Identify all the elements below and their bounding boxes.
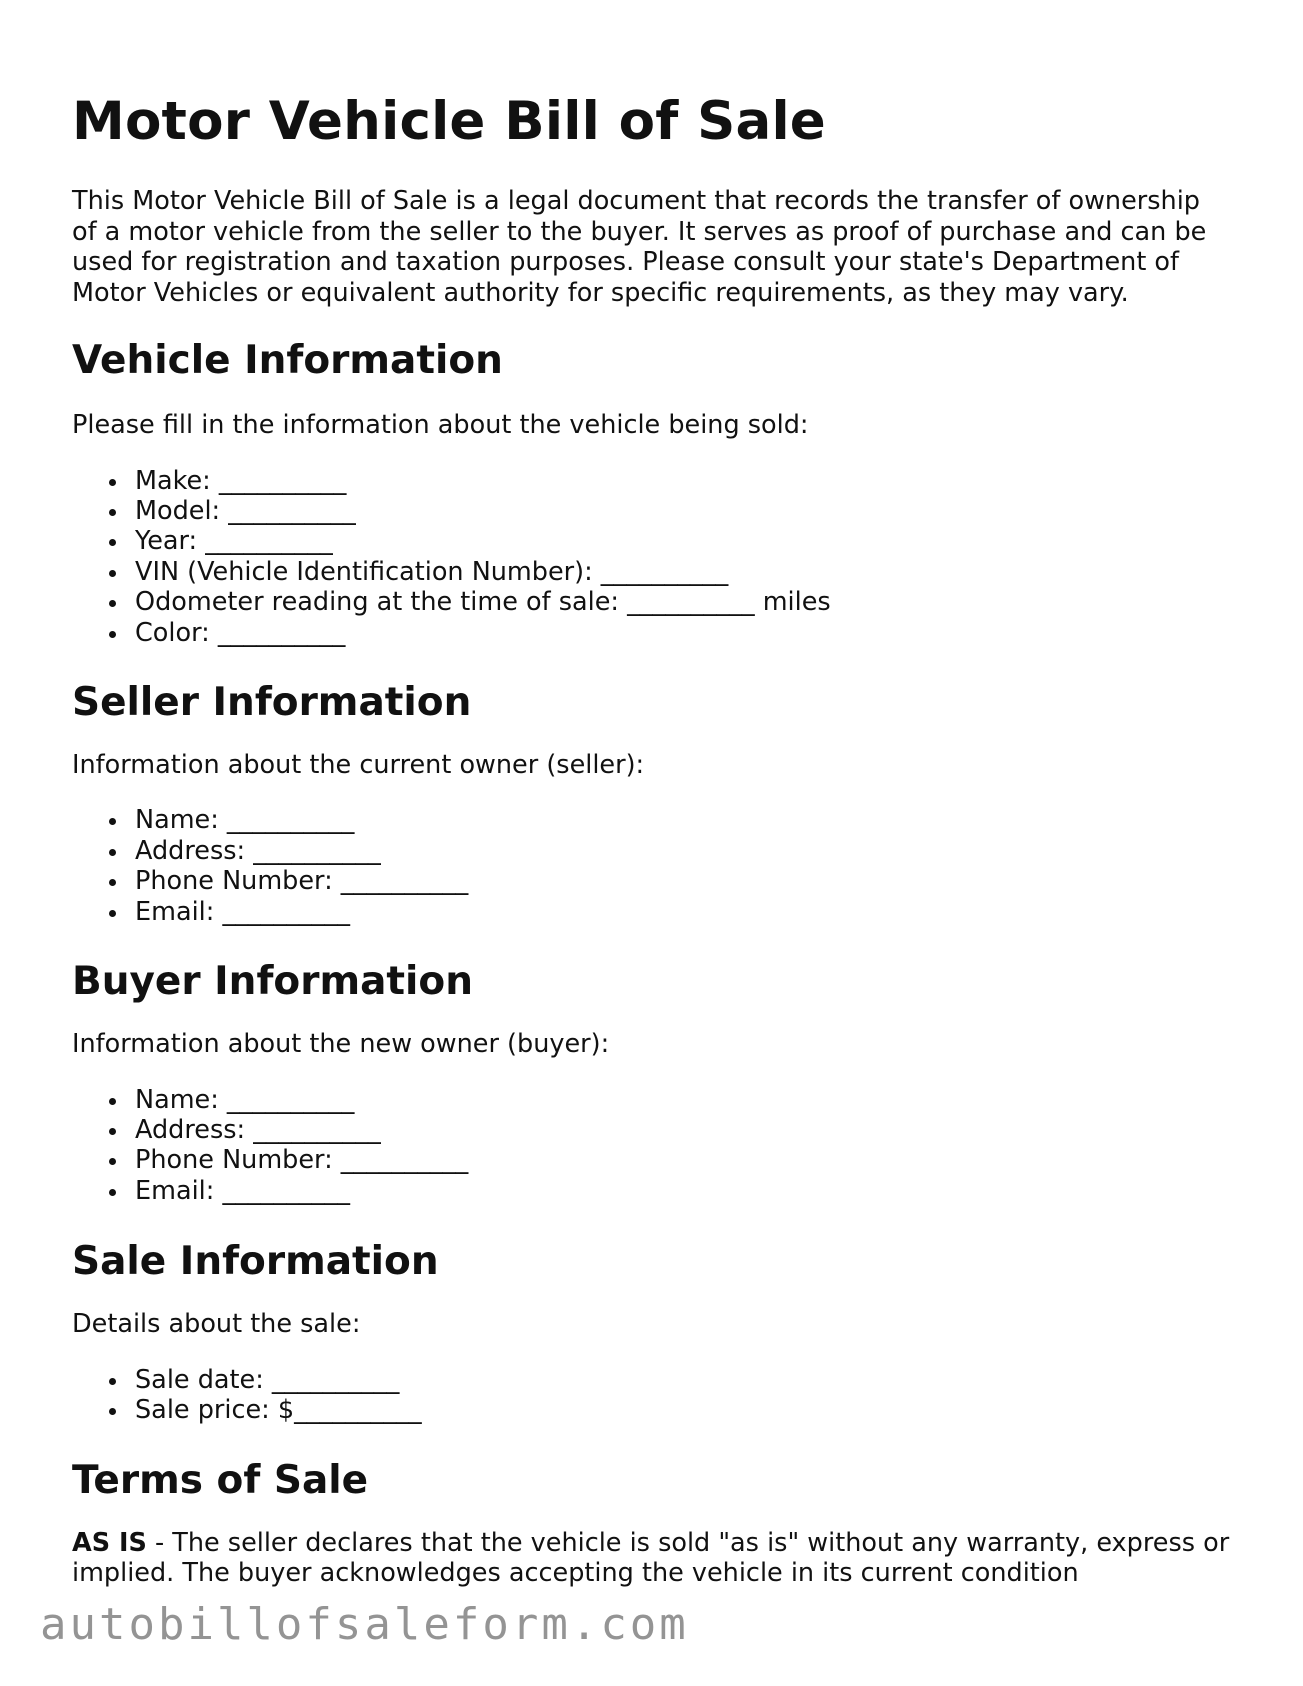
document-page [72, 0, 1232, 1589]
buyer-field-address: Address: __________ [135, 1115, 1232, 1145]
intro-paragraph: This Motor Vehicle Bill of Sale is a legal document that records the transfer of ownership of a motor vehicle from the seller to the buyer. It serves as proof of purchase and can be used for registration and taxation purposes. Please consult your state's Department of Motor Vehicles or equivalent authority for specific requirements, as they may vary. [72, 186, 1207, 308]
as-is-text: - The seller declares that the vehicle is sold "as is" without any warranty, express or implied. The buyer acknowledges accepting the vehicle in its current condition [72, 1527, 1230, 1588]
seller-field-phone: Phone Number: __________ [135, 866, 1232, 896]
terms-of-sale-section [72, 1458, 1232, 1589]
vehicle-information-lead: Please fill in the information about the vehicle being sold: [72, 410, 809, 440]
terms-of-sale-heading: Terms of Sale [72, 1457, 369, 1503]
vehicle-field-color: Color: __________ [135, 618, 1232, 648]
vehicle-field-model: Model: __________ [135, 496, 1232, 526]
seller-field-name: Name: __________ [135, 805, 1232, 835]
vehicle-information-heading: Vehicle Information [72, 338, 503, 383]
vehicle-field-vin: VIN (Vehicle Identification Number): __________ [135, 557, 1232, 587]
seller-field-email: Email: __________ [135, 897, 1232, 927]
seller-information-lead: Information about the current owner (seller): [72, 749, 645, 780]
sale-field-price: Sale price: $__________ [135, 1395, 1232, 1425]
seller-information-section [72, 680, 1232, 927]
as-is-label: AS IS [72, 1527, 147, 1558]
buyer-information-heading: Buyer Information [72, 959, 473, 1005]
as-is-clause [72, 1528, 1232, 1589]
vehicle-information-section [72, 338, 1232, 648]
buyer-field-phone: Phone Number: __________ [135, 1145, 1232, 1175]
page-title: Motor Vehicle Bill of Sale [72, 91, 826, 152]
vehicle-field-make: Make: __________ [135, 466, 1232, 496]
seller-field-address: Address: __________ [135, 836, 1232, 866]
sale-field-date: Sale date: __________ [135, 1365, 1232, 1395]
seller-field-list [72, 805, 1232, 927]
vehicle-field-year: Year: __________ [135, 526, 1232, 556]
seller-information-heading: Seller Information [72, 679, 472, 725]
vehicle-field-odometer: Odometer reading at the time of sale: __________ miles [135, 587, 1232, 617]
buyer-field-list [72, 1085, 1232, 1207]
sale-information-heading: Sale Information [72, 1239, 439, 1285]
sale-field-list [72, 1365, 1232, 1426]
sale-information-section [72, 1239, 1232, 1425]
buyer-information-section [72, 959, 1232, 1206]
buyer-field-email: Email: __________ [135, 1176, 1232, 1206]
sale-information-lead: Details about the sale: [72, 1309, 361, 1340]
site-watermark: autobillofsaleform.com [40, 1599, 689, 1650]
vehicle-field-list [72, 466, 1232, 648]
buyer-field-name: Name: __________ [135, 1085, 1232, 1115]
buyer-information-lead: Information about the new owner (buyer): [72, 1029, 610, 1060]
